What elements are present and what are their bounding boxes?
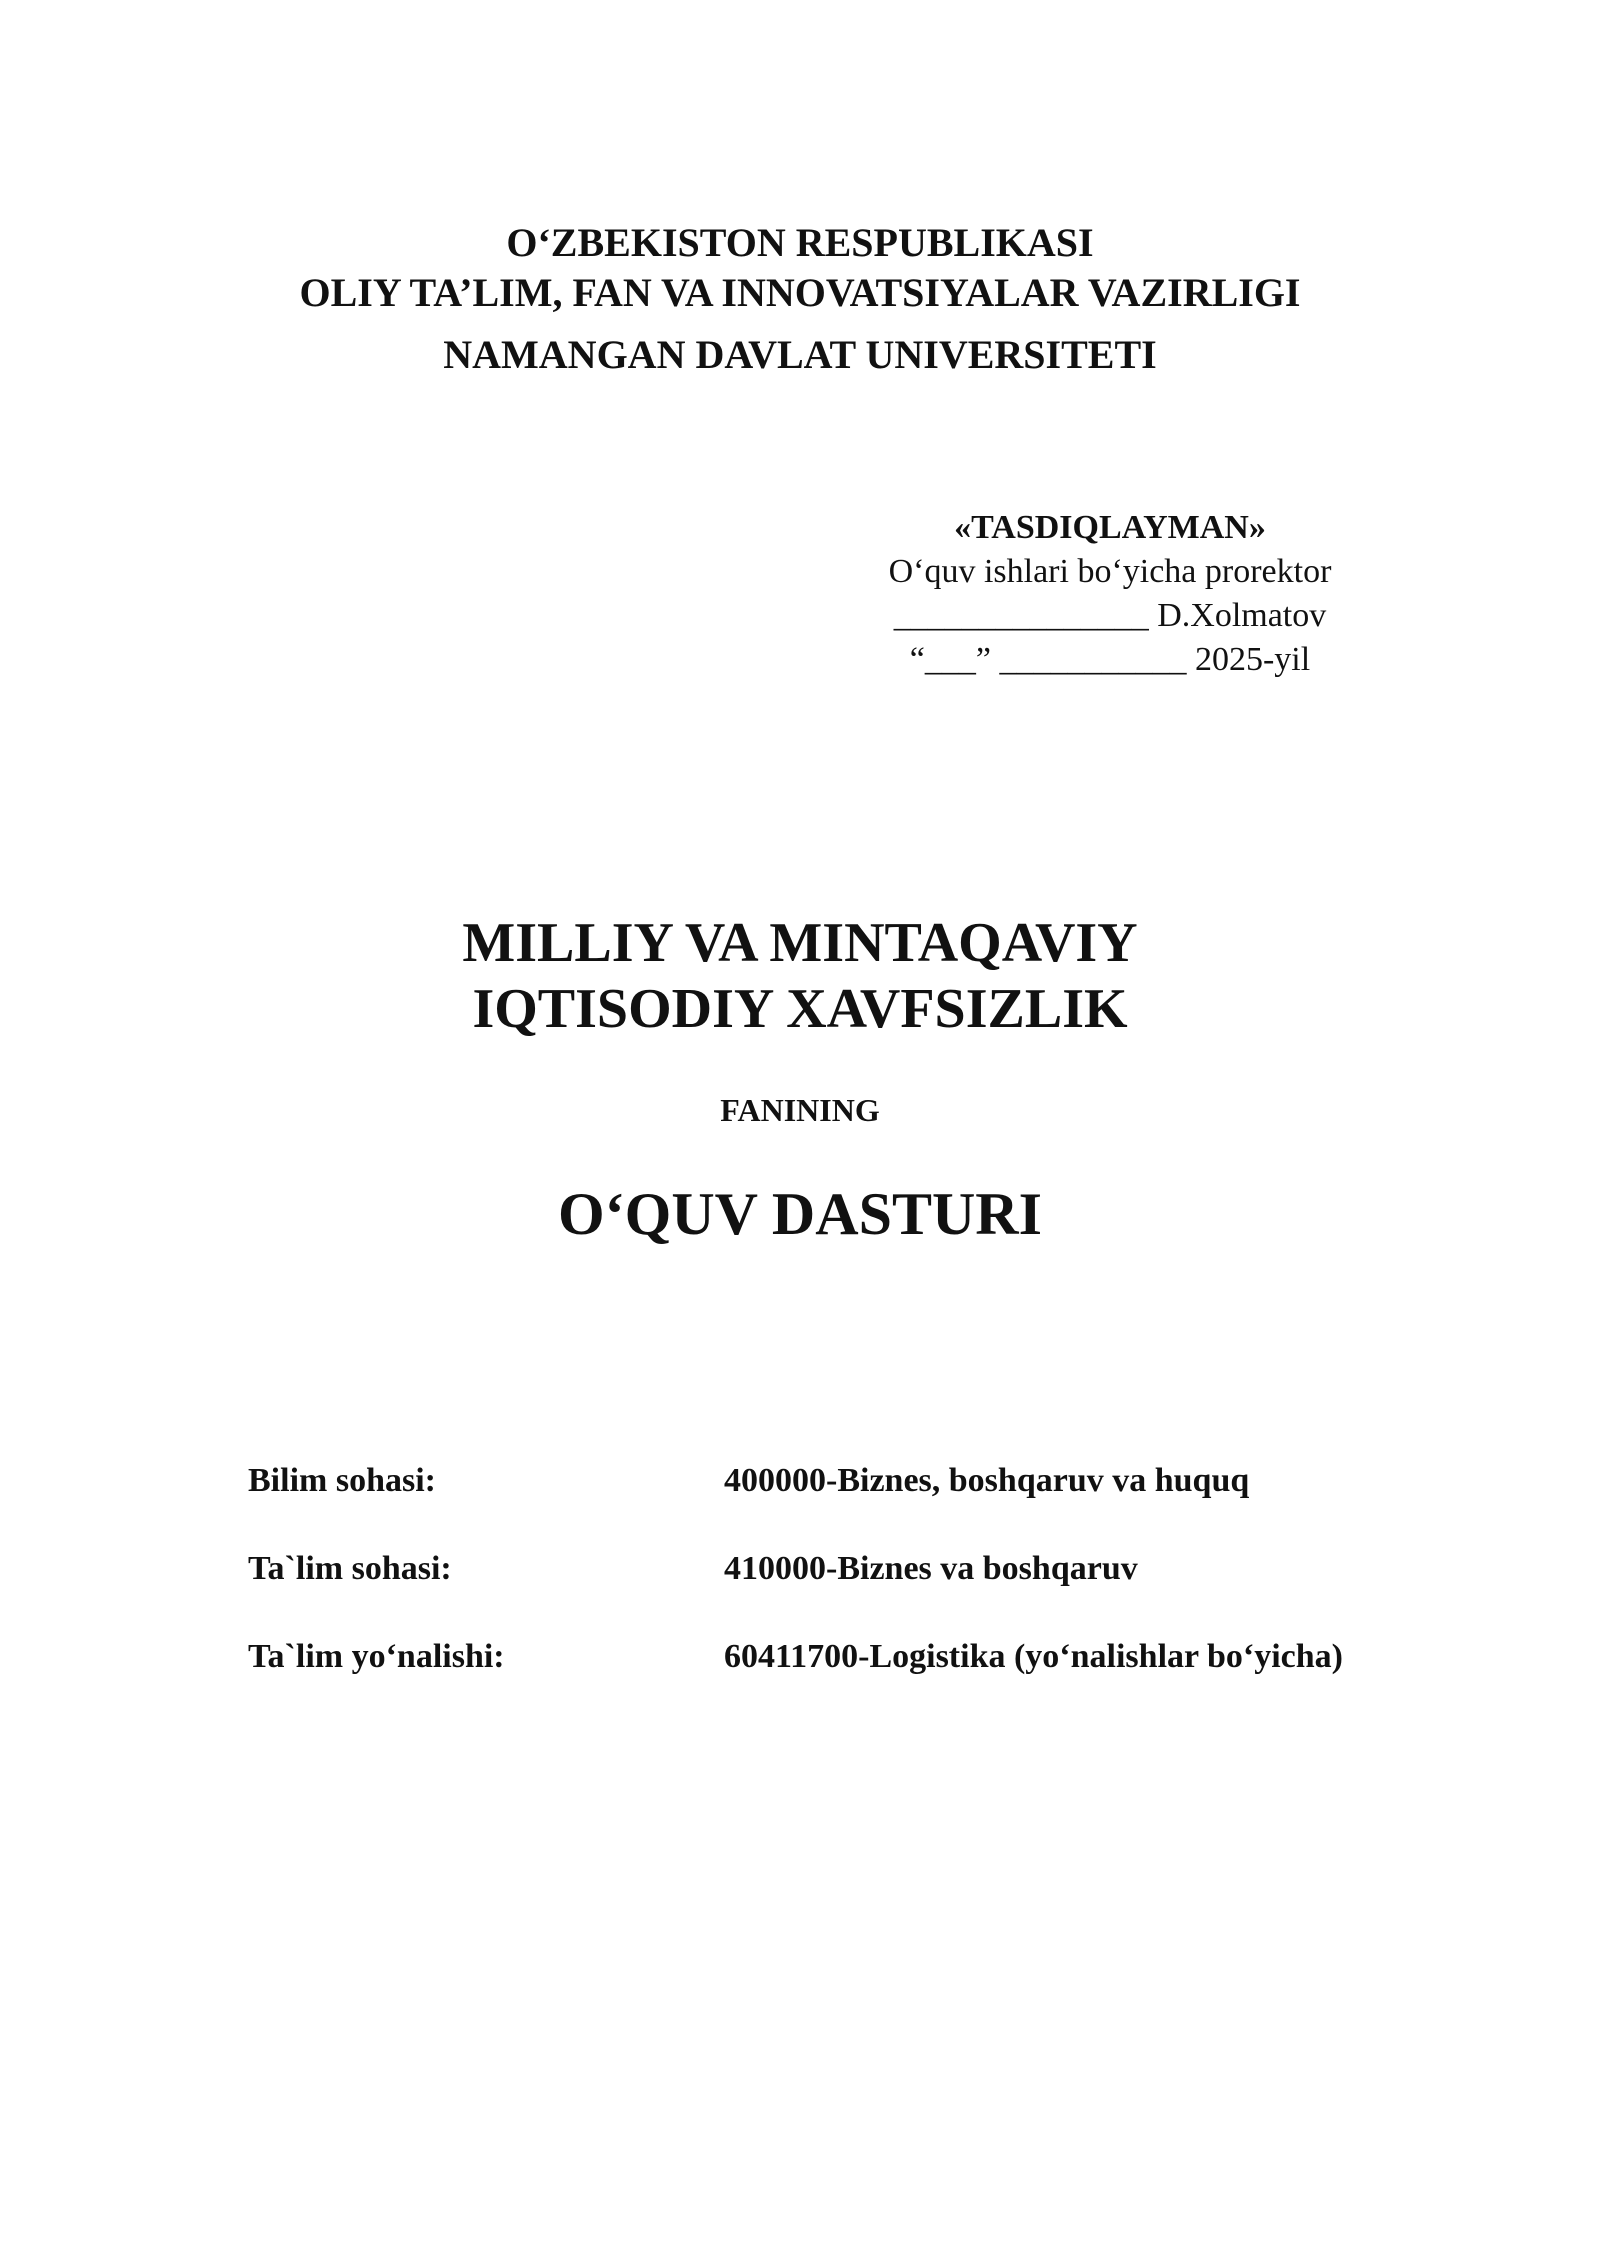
info-label: Bilim sohasi: [248, 1462, 436, 1499]
subject-title-line-2: IQTISODIY XAVFSIZLIK [472, 978, 1128, 1040]
info-row-talim-yonalishi [248, 1638, 1448, 1726]
info-label: Ta`lim sohasi: [248, 1550, 452, 1587]
info-value: 60411700-Logistika (yo‘nalishlar bo‘yicha) [724, 1638, 1343, 1675]
approval-block [820, 506, 1400, 682]
program-info [248, 1462, 1448, 1726]
info-label: Ta`lim yo‘nalishi: [248, 1638, 505, 1675]
approval-heading: «TASDIQLAYMAN» [954, 509, 1266, 546]
subject-title-line-1: MILLIY VA MINTAQAVIY [462, 912, 1138, 974]
info-value: 410000-Biznes va boshqaruv [724, 1550, 1138, 1587]
info-row-bilim-sohasi [248, 1462, 1448, 1550]
university-name: NAMANGAN DAVLAT UNIVERSITETI [443, 332, 1157, 377]
ministry-name: OLIY TA’LIM, FAN VA INNOVATSIYALAR VAZIRLIGI [299, 270, 1301, 315]
document-title: O‘QUV DASTURI [558, 1181, 1042, 1247]
ministry-header [0, 218, 1600, 380]
fanining-label: FANINING [720, 1092, 880, 1128]
info-value: 400000-Biznes, boshqaruv va huquq [724, 1462, 1250, 1499]
date-line: “___” ___________ 2025-yil [909, 641, 1311, 678]
info-row-talim-sohasi [248, 1550, 1448, 1638]
republic-name: O‘ZBEKISTON RESPUBLIKASI [506, 220, 1094, 265]
subject-title [0, 910, 1600, 1042]
approver-position: O‘quv ishlari bo‘yicha prorektor [888, 553, 1332, 590]
signature-line: _______________ D.Xolmatov [893, 597, 1327, 634]
